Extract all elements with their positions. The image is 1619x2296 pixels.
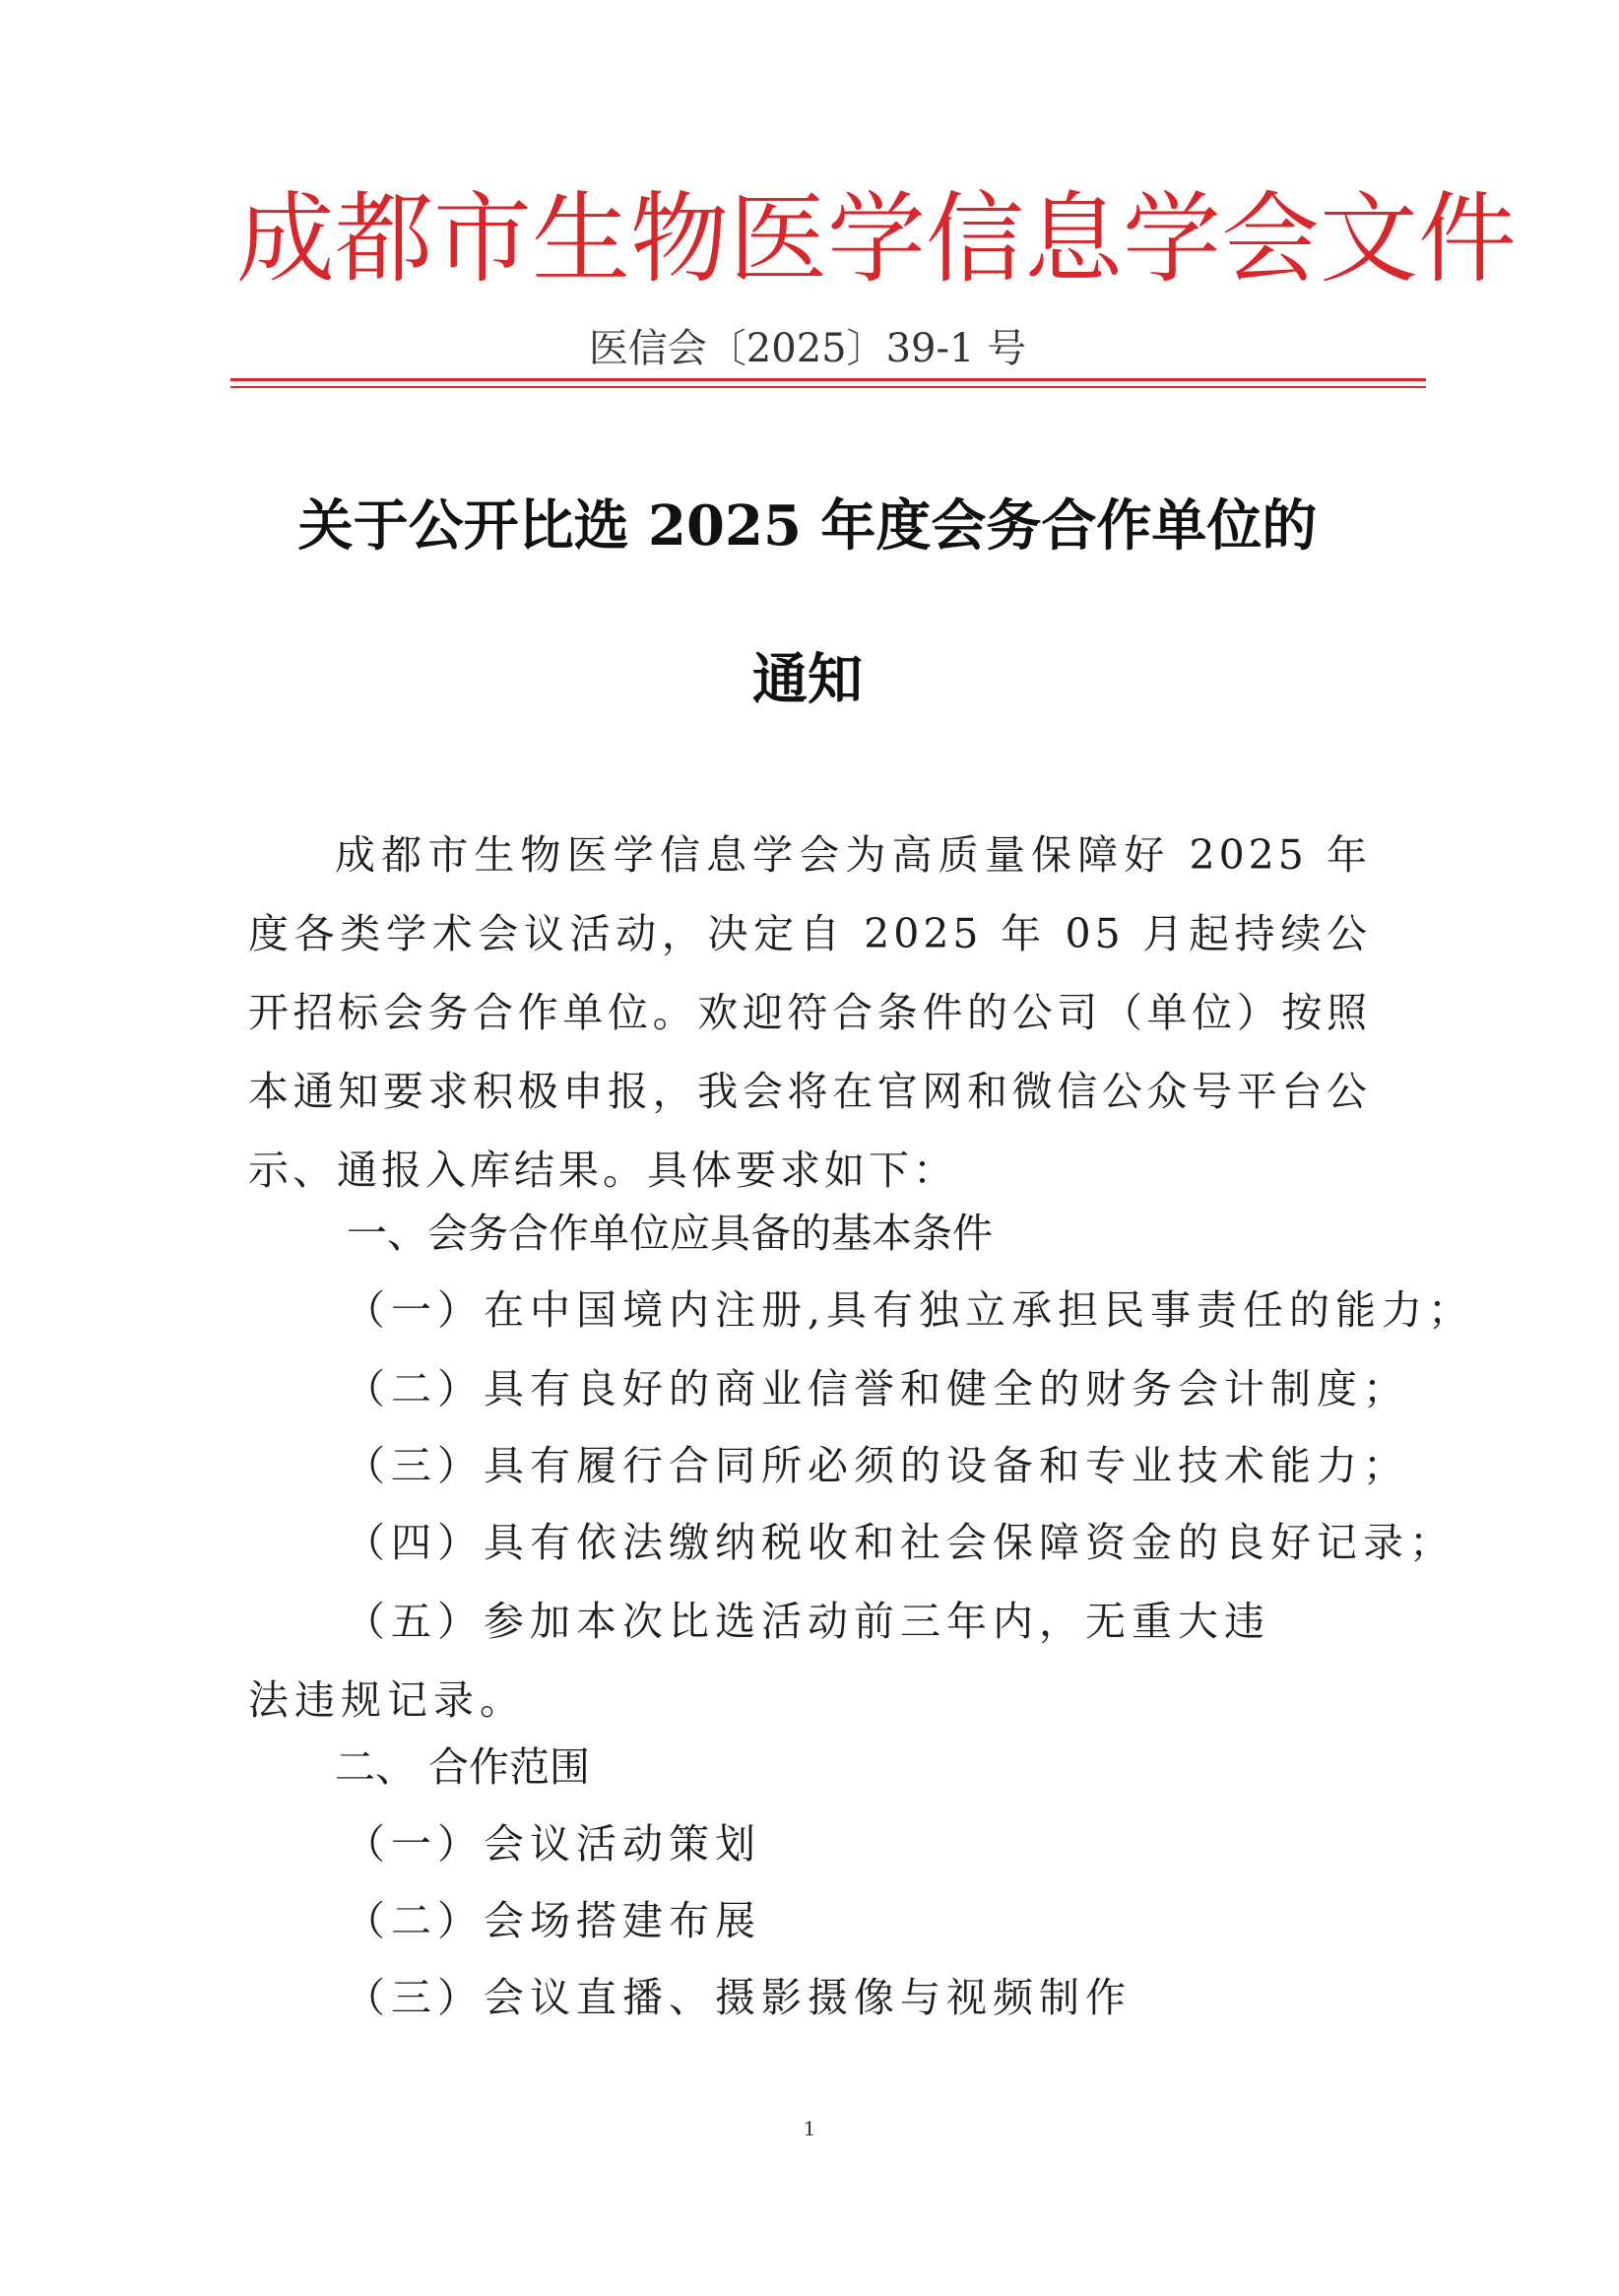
notice-title-line2: 通知	[752, 647, 863, 712]
section-1-item: （一）在中国境内注册,具有独立承担民事责任的能力；	[345, 1286, 1475, 1334]
page-number: 1	[803, 2117, 816, 2140]
section-2-item: （三）会议直播、摄影摄像与视频制作	[345, 1974, 1132, 2021]
section-1-item: （三）具有履行合同所必须的设备和专业技术能力；	[345, 1442, 1409, 1489]
intro-paragraph: 成都市生物医学信息学会为高质量保障好 2025 年度各类学术会议活动，决定自 2025 年 05 月起持续公开招标会务合作单位。欢迎符合条件的公司（单位）按照本通知要求积极申报，我会将在官网和微信公众号平台公示、通报入库结果。具体要求如下：	[248, 831, 1371, 1194]
section-1-item: （五）参加本次比选活动前三年内，无重大违法违规记录。	[248, 1598, 1270, 1724]
org-title: 成都市生物医学信息学会文件	[236, 181, 1517, 296]
section-1-item: （四）具有依法缴纳税收和社会保障资金的良好记录；	[345, 1519, 1456, 1566]
document-number: 医信会〔2025〕39-1 号	[588, 326, 1027, 371]
section-1-heading: 一、会务合作单位应具备的基本条件	[347, 1210, 993, 1257]
section-2-heading: 二、 合作范围	[335, 1743, 591, 1791]
header-rule-thick	[230, 378, 1426, 381]
section-2-item: （二）会场搭建布展	[345, 1897, 761, 1944]
header-rule-thin	[230, 386, 1426, 388]
notice-title-line1: 关于公开比选 2025 年度会务合作单位的	[297, 493, 1318, 558]
section-1-item: （二）具有良好的商业信誉和健全的财务会计制度；	[345, 1365, 1409, 1412]
section-2-item: （一）会议活动策划	[345, 1820, 761, 1868]
